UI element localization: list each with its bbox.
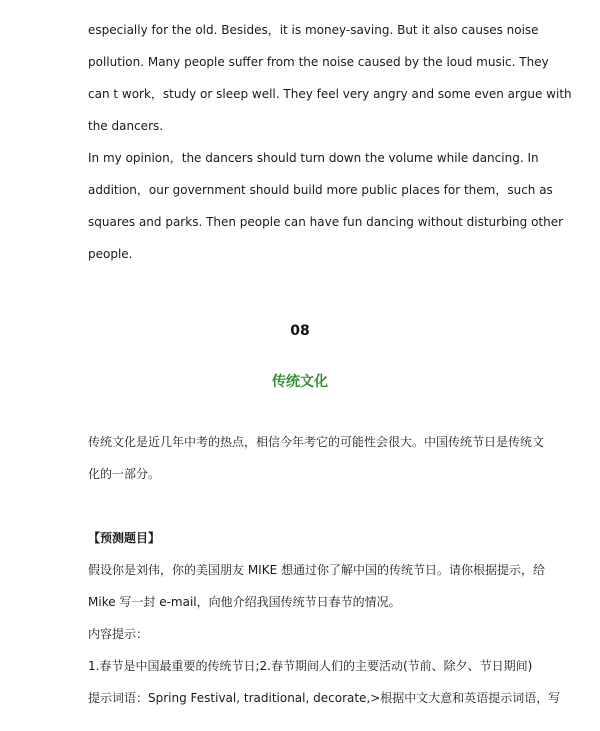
section-title: 传统文化 <box>272 374 328 390</box>
intro-line: 化的一部分。 <box>88 467 161 481</box>
paragraph-line: In my opinion，the dancers should turn down the volume while dancing. In <box>88 151 539 165</box>
paragraph-line: pollution. Many people suffer from the noise caused by the loud music. They <box>88 55 549 69</box>
paragraph-line: squares and parks. Then people can have fun dancing without disturbing other <box>88 215 564 229</box>
intro-line: 传统文化是近几年中考的热点，相信今年考它的可能性会很大。中国传统节日是传统文 <box>88 435 545 449</box>
task-line: 内容提示： <box>88 627 149 641</box>
predicted-question-label: 【预测题目】 <box>88 531 161 545</box>
section-number: 08 <box>290 323 310 339</box>
paragraph-line: especially for the old. Besides，it is money-saving. But it also causes noise <box>88 23 539 37</box>
task-line: 提示词语：Spring Festival, traditional, decorate,>根据中文大意和英语提示词语，写 <box>88 691 561 705</box>
task-line: 假设你是刘伟，你的美国朋友 MIKE 想通过你了解中国的传统节日。请你根据提示，给 <box>88 563 545 577</box>
task-line: 1.春节是中国最重要的传统节日;2.春节期间人们的主要活动(节前、除夕、节日期间) <box>88 659 533 673</box>
task-line: Mike 写一封 e-mail，向他介绍我国传统节日春节的情况。 <box>88 595 401 609</box>
paragraph-line: can t work，study or sleep well. They feel very angry and some even argue with <box>88 87 572 101</box>
paragraph-line: the dancers. <box>88 119 164 133</box>
paragraph-line: people. <box>88 247 133 261</box>
paragraph-line: addition，our government should build more public places for them，such as <box>88 183 553 197</box>
